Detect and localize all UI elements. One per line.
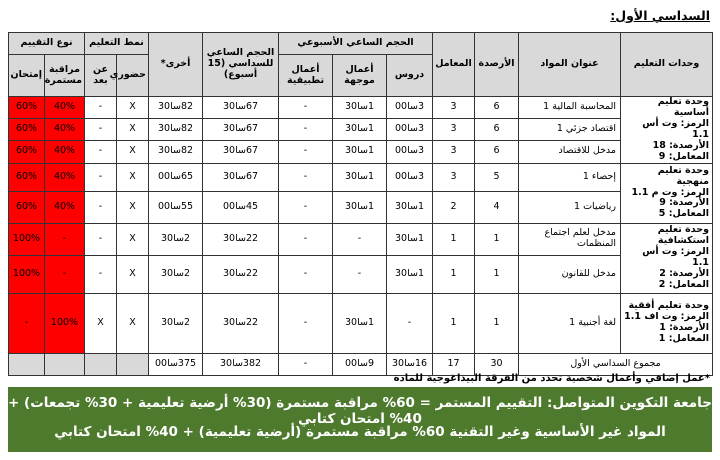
remote-cell: -	[85, 97, 117, 119]
lessons-cell: 1سا30	[387, 255, 433, 293]
subject-cell: لغة أجنبية 1	[519, 293, 621, 353]
continuous-cell: 40%	[45, 141, 85, 163]
table-row	[9, 141, 713, 163]
lessons-cell: -	[387, 293, 433, 353]
in-person-cell: X	[117, 163, 149, 191]
subject-cell: مدخل للاقتصاد	[519, 141, 621, 163]
unit-line: وحدة تعليم أساسية	[657, 96, 710, 118]
in-person-cell: X	[117, 141, 149, 163]
subject-cell: مدخل لعلم اجتماع المنظمات	[519, 223, 621, 255]
remote-cell: -	[85, 191, 117, 223]
guided-cell: 1سا30	[333, 163, 387, 191]
unit-line: المعامل: 2	[658, 278, 710, 290]
unit-line: الرمز: وت أس 1.1	[642, 246, 710, 269]
practical-cell: -	[279, 293, 333, 353]
in-person-cell: X	[117, 97, 149, 119]
evaluation-banner	[8, 387, 712, 452]
unit-line: المعامل: 1	[658, 332, 710, 344]
coef-cell: 1	[433, 223, 475, 255]
remote-cell: -	[85, 119, 117, 141]
unit-line: المعامل: 5	[658, 208, 710, 220]
total-guided: 9سا00	[333, 353, 387, 375]
banner-line-2: المواد غير الأساسية وغير التقنية 60% مراقبة مستمرة (أرضية تعليمية) + 40% امتحان كتابي	[54, 424, 666, 440]
header-remote: عن بعد	[85, 55, 117, 97]
subject-cell: إحصاء 1	[519, 163, 621, 191]
semester-cell: 22سا30	[203, 223, 279, 255]
coef-cell: 3	[433, 163, 475, 191]
exam-cell: 60%	[9, 141, 45, 163]
totals-empty-cell	[117, 353, 149, 375]
exam-cell: 60%	[9, 163, 45, 191]
table-row	[9, 163, 713, 191]
guided-cell: -	[333, 255, 387, 293]
table-row	[9, 255, 713, 293]
total-lessons: 16سا30	[387, 353, 433, 375]
unit-line: الأرصدة: 18	[652, 139, 710, 151]
unit-line: الرمز: وت أس 1.1	[642, 117, 710, 140]
practical-cell: -	[279, 97, 333, 119]
lessons-cell: 3سا00	[387, 97, 433, 119]
other-cell: 55سا00	[149, 191, 203, 223]
totals-empty-cell	[9, 353, 45, 375]
header-practical: أعمال تطبيقية	[279, 55, 333, 97]
in-person-cell: X	[117, 255, 149, 293]
continuous-cell: 40%	[45, 97, 85, 119]
coef-cell: 2	[433, 191, 475, 223]
semester-cell: 67سا30	[203, 163, 279, 191]
unit-cell	[621, 223, 713, 293]
practical-cell: -	[279, 191, 333, 223]
lessons-cell: 1سا30	[387, 223, 433, 255]
header-subjects: عنوان المواد	[519, 33, 621, 97]
total-other: 375سا00	[149, 353, 203, 375]
semester-cell: 45سا00	[203, 191, 279, 223]
credits-cell: 4	[475, 191, 519, 223]
remote-cell: X	[85, 293, 117, 353]
guided-cell: -	[333, 223, 387, 255]
table-row	[9, 97, 713, 119]
header-other: أخرى*	[149, 33, 203, 97]
unit-line: الأرصدة: 2	[659, 267, 710, 279]
subject-cell: المحاسبة المالية 1	[519, 97, 621, 119]
continuous-cell: 40%	[45, 191, 85, 223]
credits-cell: 1	[475, 223, 519, 255]
in-person-cell: X	[117, 191, 149, 223]
total-coef: 17	[433, 353, 475, 375]
remote-cell: -	[85, 163, 117, 191]
coef-cell: 3	[433, 141, 475, 163]
unit-line: الأرصدة: 1	[659, 322, 710, 334]
other-cell: 2سا30	[149, 255, 203, 293]
other-cell: 82سا30	[149, 97, 203, 119]
lessons-cell: 3سا00	[387, 163, 433, 191]
total-semester: 382سا30	[203, 353, 279, 375]
credits-cell: 6	[475, 141, 519, 163]
unit-cell	[621, 293, 713, 353]
remote-cell: -	[85, 141, 117, 163]
header-credits: الأرصدة	[475, 33, 519, 97]
exam-cell: 100%	[9, 223, 45, 255]
semester-cell: 67سا30	[203, 119, 279, 141]
other-cell: 2سا30	[149, 293, 203, 353]
other-cell: 2سا30	[149, 223, 203, 255]
unit-line: الأرصدة: 9	[659, 197, 710, 209]
credits-cell: 5	[475, 163, 519, 191]
total-practical: -	[279, 353, 333, 375]
continuous-cell: 40%	[45, 163, 85, 191]
unit-line: وحدة تعليم استكشافية	[657, 224, 710, 247]
semester-cell: 22سا30	[203, 255, 279, 293]
footnote: *عمل إضافي وأعمال شخصية تحدد من الفرقة البيداغوجية للمادة	[393, 373, 710, 384]
in-person-cell: X	[117, 293, 149, 353]
in-person-cell: X	[117, 119, 149, 141]
exam-cell: -	[9, 293, 45, 353]
lessons-cell: 3سا00	[387, 119, 433, 141]
in-person-cell: X	[117, 223, 149, 255]
table-row	[9, 191, 713, 223]
coef-cell: 1	[433, 255, 475, 293]
guided-cell: 1سا30	[333, 141, 387, 163]
remote-cell: -	[85, 255, 117, 293]
unit-line: الرمز: وت م 1.1	[631, 186, 710, 198]
table-row	[9, 119, 713, 141]
semester-title: السداسي الأول:	[610, 8, 710, 23]
practical-cell: -	[279, 141, 333, 163]
semester-cell: 67سا30	[203, 97, 279, 119]
other-cell: 82سا30	[149, 119, 203, 141]
header-guided: أعمال موجهة	[333, 55, 387, 97]
totals-row	[9, 353, 713, 375]
totals-empty-cell	[85, 353, 117, 375]
exam-cell: 60%	[9, 97, 45, 119]
practical-cell: -	[279, 163, 333, 191]
coef-cell: 3	[433, 119, 475, 141]
credits-cell: 1	[475, 293, 519, 353]
unit-line: المعامل: 9	[658, 150, 710, 162]
continuous-cell: 100%	[45, 293, 85, 353]
credits-cell: 1	[475, 255, 519, 293]
header-in-person: حضوري	[117, 55, 149, 97]
header-continuous: مراقبة مستمرة	[45, 55, 85, 97]
table-row	[9, 223, 713, 255]
guided-cell: 1سا30	[333, 97, 387, 119]
credits-cell: 6	[475, 97, 519, 119]
totals-empty-cell	[45, 353, 85, 375]
unit-cell	[621, 97, 713, 164]
continuous-cell: 40%	[45, 119, 85, 141]
unit-line: وحدة تعليم منهجية	[657, 164, 710, 187]
semester-cell: 22سا30	[203, 293, 279, 353]
header-units: وحدات التعليم	[621, 33, 713, 97]
coef-cell: 1	[433, 293, 475, 353]
totals-label: مجموع السداسي الأول	[519, 353, 713, 375]
continuous-cell: -	[45, 255, 85, 293]
credits-cell: 6	[475, 119, 519, 141]
unit-line: الرمز: وت اف 1.1	[624, 311, 710, 323]
coef-cell: 3	[433, 97, 475, 119]
guided-cell: 1سا30	[333, 119, 387, 141]
unit-cell	[621, 163, 713, 223]
practical-cell: -	[279, 255, 333, 293]
header-weekly: الحجم الساعي الأسبوعي	[279, 33, 433, 55]
practical-cell: -	[279, 223, 333, 255]
table-row	[9, 293, 713, 353]
other-cell: 82سا30	[149, 141, 203, 163]
other-cell: 65سا00	[149, 163, 203, 191]
semester-cell: 67سا30	[203, 141, 279, 163]
unit-line: وحدة تعليم أفقية	[628, 300, 710, 312]
header-coef: المعامل	[433, 33, 475, 97]
subject-cell: رياضيات 1	[519, 191, 621, 223]
guided-cell: 1سا30	[333, 293, 387, 353]
exam-cell: 60%	[9, 191, 45, 223]
header-lessons: دروس	[387, 55, 433, 97]
subject-cell: مدخل للقانون	[519, 255, 621, 293]
lessons-cell: 1سا30	[387, 191, 433, 223]
curriculum-table	[8, 32, 713, 376]
exam-cell: 60%	[9, 119, 45, 141]
total-credits: 30	[475, 353, 519, 375]
exam-cell: 100%	[9, 255, 45, 293]
header-exam: إمتحان	[9, 55, 45, 97]
continuous-cell: -	[45, 223, 85, 255]
guided-cell: 1سا30	[333, 191, 387, 223]
remote-cell: -	[85, 223, 117, 255]
practical-cell: -	[279, 119, 333, 141]
header-eval-type: نوع التقييم	[9, 33, 85, 55]
header-teaching-mode: نمط التعليم	[85, 33, 149, 55]
banner-line-1: جامعة التكوين المتواصل: التقييم المستمر = 60% مراقبة مستمرة (30% أرضية تعليمية + 30% تجمعات) + 40% امتحان كتابي	[8, 395, 712, 427]
subject-cell: اقتصاد جزئي 1	[519, 119, 621, 141]
lessons-cell: 3سا00	[387, 141, 433, 163]
header-semester-volume: الحجم الساعي للسداسي (15 أسبوع)	[203, 33, 279, 97]
